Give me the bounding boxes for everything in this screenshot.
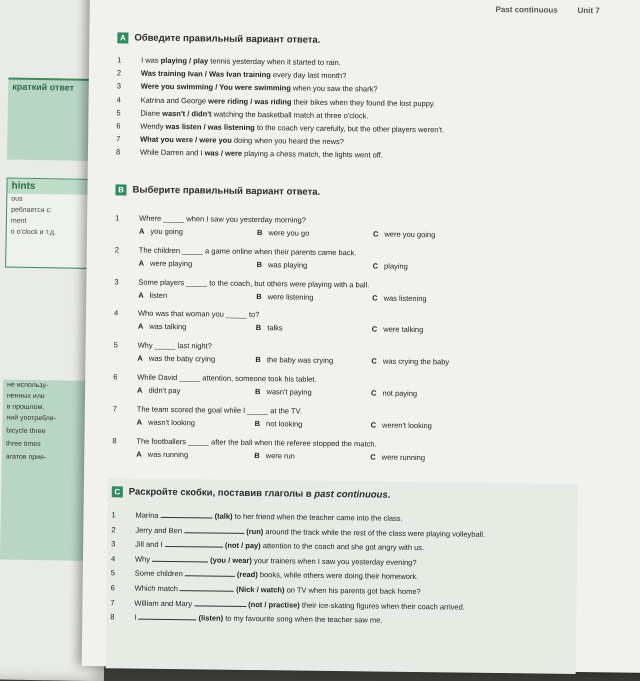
item-text: Jerry and Ben	[135, 525, 184, 535]
box-heading: краткий ответ	[8, 79, 112, 95]
option-letter: B	[256, 292, 262, 301]
option-text: were you going	[384, 230, 435, 240]
question-stem: Who was that woman you _____ to?	[138, 309, 259, 319]
hint-line: реблается с:	[7, 204, 111, 217]
option-letter: C	[371, 388, 377, 397]
question-number: 6	[113, 372, 117, 381]
option-text: was running	[148, 449, 189, 458]
answer-choice[interactable]: playing / play	[161, 56, 209, 66]
answer-blank[interactable]	[185, 569, 235, 578]
verb-hint: (read)	[237, 570, 258, 579]
answer-choice[interactable]: Was training Ivan / Was Ivan training	[141, 69, 271, 80]
answer-blank[interactable]	[152, 554, 208, 563]
option-letter: A	[139, 227, 145, 236]
option-text: not looking	[266, 419, 302, 428]
exercise-item	[116, 121, 444, 134]
header-topic: Past continuous	[495, 5, 557, 15]
answer-blank[interactable]	[180, 583, 234, 592]
page-header	[90, 0, 640, 17]
option-text: wasn't paying	[266, 387, 311, 397]
option-text: was playing	[268, 260, 307, 269]
item-text: your trainers when I saw you yesterday evening?	[252, 556, 417, 567]
answer-choice[interactable]: Were you swimming / You were swimming	[141, 82, 291, 93]
exercise-item	[117, 82, 378, 94]
item-number: 5	[111, 569, 135, 578]
option-letter: C	[373, 229, 379, 238]
option-a[interactable]	[137, 354, 215, 364]
item-text: William and Mary	[134, 598, 194, 608]
answer-choice[interactable]: was / were	[205, 149, 243, 158]
option-letter: B	[257, 228, 263, 237]
question-number: 3	[114, 277, 118, 286]
item-text: on TV when his parents got back home?	[284, 585, 420, 596]
section-instruction-post: .	[388, 490, 391, 501]
option-letter: A	[136, 449, 142, 458]
option-text: was the baby crying	[149, 354, 215, 364]
option-text: were running	[382, 452, 425, 462]
item-number: 6	[111, 583, 135, 592]
item-text: when you saw the shark?	[291, 84, 378, 94]
option-c[interactable]	[371, 420, 432, 430]
option-letter: A	[139, 258, 145, 267]
answer-blank[interactable]	[165, 539, 223, 548]
item-text: I	[134, 613, 138, 622]
item-number: 8	[110, 612, 134, 621]
option-letter: B	[255, 387, 261, 396]
option-text: wasn't looking	[148, 418, 195, 428]
item-text: I was	[141, 56, 161, 65]
option-text: were listening	[268, 292, 314, 302]
item-text: their ice-skating figures when their coach arrived.	[300, 600, 465, 611]
question-number: 8	[112, 436, 116, 445]
option-c[interactable]	[373, 261, 408, 270]
item-number: 1	[111, 510, 135, 519]
question-stem: The footballers _____ after the ball when the referee stopped the match.	[136, 436, 376, 448]
option-c[interactable]	[370, 452, 425, 462]
question-number: 7	[113, 404, 117, 413]
verb-hint: (talk)	[215, 512, 233, 521]
option-text: didn't pay	[148, 386, 180, 395]
answer-blank[interactable]	[194, 598, 246, 607]
option-letter: C	[371, 357, 377, 366]
note-line: ненных или	[3, 390, 107, 403]
note-line: агатов прия-	[2, 451, 106, 464]
option-b[interactable]	[255, 419, 303, 429]
option-b[interactable]	[254, 451, 295, 460]
hint-line: o o'clock и т.д.	[7, 226, 111, 239]
item-number: 4	[117, 95, 141, 104]
item-number: 7	[110, 598, 134, 607]
question-stem: Why _____ last night?	[138, 341, 212, 351]
option-c[interactable]	[372, 293, 426, 303]
section-badge: C	[112, 486, 123, 497]
option-letter: B	[254, 451, 260, 460]
option-a[interactable]	[136, 449, 188, 459]
option-c[interactable]	[371, 388, 417, 398]
option-b[interactable]	[256, 323, 283, 332]
item-text: Marina	[135, 511, 160, 520]
exercise-item	[117, 95, 436, 108]
item-number: 7	[116, 135, 140, 144]
exercise-item	[117, 55, 341, 67]
note-line: не использу-	[3, 379, 107, 392]
item-text: Which match	[135, 584, 181, 594]
option-c[interactable]	[371, 357, 449, 367]
option-letter: C	[372, 325, 378, 334]
option-letter: A	[137, 354, 143, 363]
hints-heading: hints	[7, 178, 111, 195]
option-a[interactable]	[139, 227, 183, 237]
item-number: 1	[117, 55, 141, 64]
section-instruction: Обведите правильный вариант ответа.	[134, 33, 320, 46]
item-text: around the track while the rest of the class were playing volleyball.	[263, 527, 485, 539]
item-text: Diane	[140, 108, 162, 117]
item-text: playing a chess match, the lights went off.	[242, 149, 383, 160]
question-stem: The team scored the goal while I _____ at the TV.	[137, 404, 302, 415]
option-letter: B	[255, 355, 261, 364]
option-a[interactable]	[137, 417, 195, 427]
option-b[interactable]	[257, 228, 309, 238]
option-a[interactable]	[138, 290, 167, 299]
item-text: Wendy	[140, 122, 165, 131]
section-badge: A	[117, 32, 128, 43]
option-a[interactable]	[138, 322, 187, 332]
item-text: While Darren and I	[140, 148, 205, 158]
section-instruction-pre: Раскройте скобки, поставив глаголы в	[129, 487, 315, 500]
verb-hint: (you / wear)	[210, 555, 252, 565]
answer-choice[interactable]: wasn't / didn't	[162, 109, 212, 119]
option-text: talks	[267, 324, 283, 333]
section-instruction-em: past continuous	[314, 489, 388, 501]
answer-choice[interactable]: was listen / was listening	[166, 122, 255, 132]
note-line: в прошлом.	[3, 401, 107, 414]
item-text: doing when you heard the news?	[232, 136, 344, 146]
question-number: 4	[114, 309, 118, 318]
option-text: you going	[150, 227, 183, 236]
option-letter: B	[255, 419, 261, 428]
question-stem: The children _____ a game online when their parents came back.	[139, 245, 357, 257]
question-number: 5	[114, 341, 118, 350]
header-unit: Unit 7	[577, 6, 599, 15]
option-letter: A	[137, 417, 143, 426]
option-letter: B	[257, 260, 263, 269]
option-text: was crying the baby	[383, 357, 449, 367]
section-a-title	[117, 32, 320, 45]
item-number: 3	[117, 82, 141, 91]
item-text: Why	[135, 554, 152, 563]
section-b-title	[115, 184, 320, 198]
item-text: Some children	[135, 569, 185, 579]
item-number: 5	[116, 108, 140, 117]
option-text: not paying	[382, 389, 417, 398]
item-number: 2	[117, 69, 141, 78]
option-b[interactable]	[257, 260, 308, 270]
hint-line: ment	[7, 215, 111, 228]
option-letter: B	[256, 323, 262, 332]
item-number: 6	[116, 121, 140, 130]
option-text: the baby was crying	[267, 355, 333, 365]
item-text: tennis yesterday when it started to rain.	[208, 56, 341, 67]
exercise-item	[116, 135, 344, 147]
answer-blank[interactable]	[138, 612, 196, 621]
option-letter: C	[370, 452, 376, 461]
option-b[interactable]	[256, 292, 313, 302]
option-letter: A	[138, 322, 144, 331]
note-line: three times	[2, 438, 106, 451]
option-text: were you go	[268, 228, 309, 237]
exercise-item	[116, 108, 368, 120]
option-letter: C	[373, 261, 379, 270]
option-c[interactable]	[372, 325, 424, 335]
option-b[interactable]	[255, 355, 333, 365]
hint-line: ous	[7, 193, 111, 206]
item-text: to her friend when the teacher came into the class.	[233, 512, 403, 523]
item-text: attention to the coach and she got angry with us.	[261, 541, 425, 552]
verb-hint: (Nick / watch)	[236, 585, 284, 595]
verb-hint: (listen)	[198, 614, 223, 623]
item-text: every day last month?	[271, 70, 347, 80]
item-text: watching the basketball match at three o'clock.	[211, 109, 368, 120]
option-text: was talking	[149, 322, 186, 331]
option-text: were playing	[150, 259, 192, 269]
answer-choice[interactable]: What you were / were you	[140, 135, 232, 145]
item-text: Katrina and George	[141, 95, 209, 105]
exercise-item	[117, 69, 346, 81]
option-a[interactable]	[139, 258, 193, 268]
option-letter: C	[371, 420, 377, 429]
question-stem: While David _____ attention, someone took his tablet.	[137, 373, 316, 384]
question-stem: Where _____ when I saw you yesterday morning?	[139, 214, 306, 225]
question-stem: Some players _____ to the coach, but others were playing with a ball.	[138, 277, 369, 289]
answer-choice[interactable]: were riding / was riding	[208, 96, 291, 106]
section-badge: B	[115, 184, 126, 195]
item-text: to my favourite song when the teacher saw me.	[223, 614, 382, 625]
item-number: 2	[111, 525, 135, 534]
note-line: bicycle three	[2, 425, 106, 438]
option-a[interactable]	[137, 386, 180, 396]
option-text: were run	[266, 451, 295, 460]
verb-hint: (not / pay)	[225, 541, 261, 550]
exercise-item	[116, 148, 383, 160]
item-text: books, while others were doing their homework.	[258, 570, 419, 581]
verb-hint: (run)	[246, 527, 263, 536]
item-number: 8	[116, 148, 140, 157]
item-text: to the coach very carefully, but the other players weren't.	[255, 123, 444, 134]
item-text: Jill and I	[135, 540, 165, 549]
item-number: 4	[111, 554, 135, 563]
workbook-page	[82, 0, 640, 673]
option-letter: A	[137, 386, 143, 395]
option-text: weren't looking	[382, 420, 432, 430]
option-b[interactable]	[255, 387, 312, 397]
section-instruction: Выберите правильный вариант ответа.	[132, 185, 320, 198]
item-text: their bikes when they found the lost puppy.	[291, 97, 435, 108]
question-number: 2	[115, 245, 119, 254]
option-letter: A	[138, 290, 144, 299]
option-text: were talking	[383, 325, 423, 334]
verb-hint: (not / practise)	[248, 600, 300, 610]
option-text: playing	[384, 261, 408, 270]
option-c[interactable]	[373, 229, 435, 239]
option-text: listen	[150, 290, 168, 299]
answer-blank[interactable]	[161, 510, 213, 519]
answer-blank[interactable]	[184, 525, 244, 534]
option-letter: C	[372, 293, 378, 302]
question-number: 1	[115, 213, 119, 222]
note-line: ний употребля-	[2, 412, 106, 425]
option-text: was listening	[384, 293, 427, 303]
item-number: 3	[111, 539, 135, 548]
